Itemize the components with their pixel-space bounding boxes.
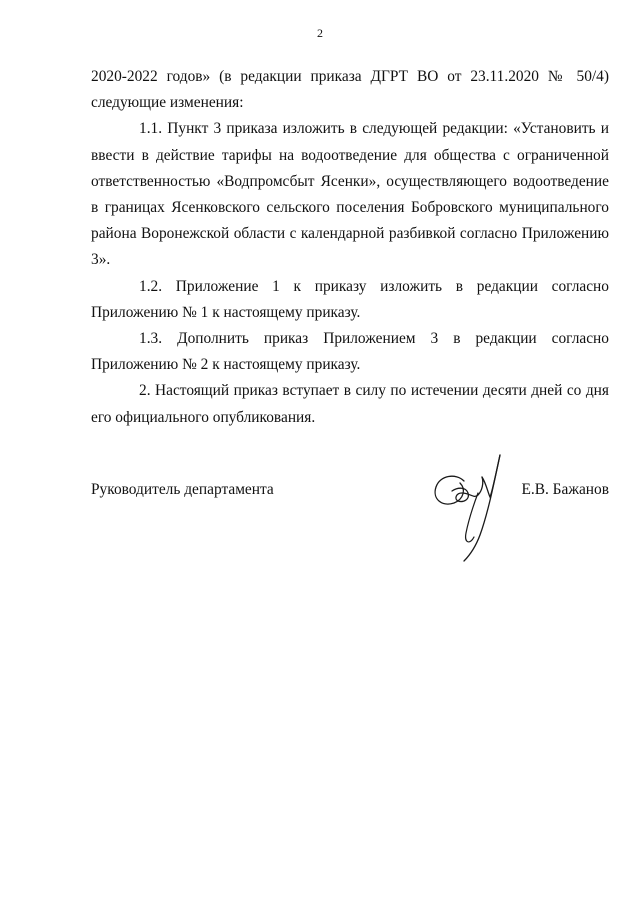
document-body	[91, 64, 609, 431]
paragraph-item-1-3: 1.3. Дополнить приказ Приложением 3 в редакции согласно Приложению № 2 к настоящему приказу.	[91, 330, 609, 374]
paragraph-continuation: 2020-2022 годов» (в редакции приказа ДГРТ ВО от 23.11.2020 № 50/4) следующие изменения:	[91, 68, 609, 112]
paragraph-item-1-2: 1.2. Приложение 1 к приказу изложить в редакции согласно Приложению № 1 к настоящему приказу.	[91, 277, 609, 321]
paragraph-item-2: 2. Настоящий приказ вступает в силу по истечении десяти дней со дня его официального опубликования.	[91, 382, 609, 426]
signatory-position: Руководитель департамента	[91, 481, 274, 498]
handwritten-signature	[426, 453, 506, 565]
signature-block	[91, 481, 609, 581]
page-number: 2	[317, 26, 323, 40]
paragraph-item-1-1: 1.1. Пункт 3 приказа изложить в следующей редакции: «Установить и ввести в действие тарифы на водоотведение для общества с ограниченной ответственностью «Водпромсбыт Ясенки», осуществляющего водоотведение в границах Ясенковского сельского поселения Бобровского муниципального района Воронежской области с календарной разбивкой согласно Приложению 3».	[91, 120, 609, 269]
signatory-name: Е.В. Бажанов	[521, 481, 609, 498]
